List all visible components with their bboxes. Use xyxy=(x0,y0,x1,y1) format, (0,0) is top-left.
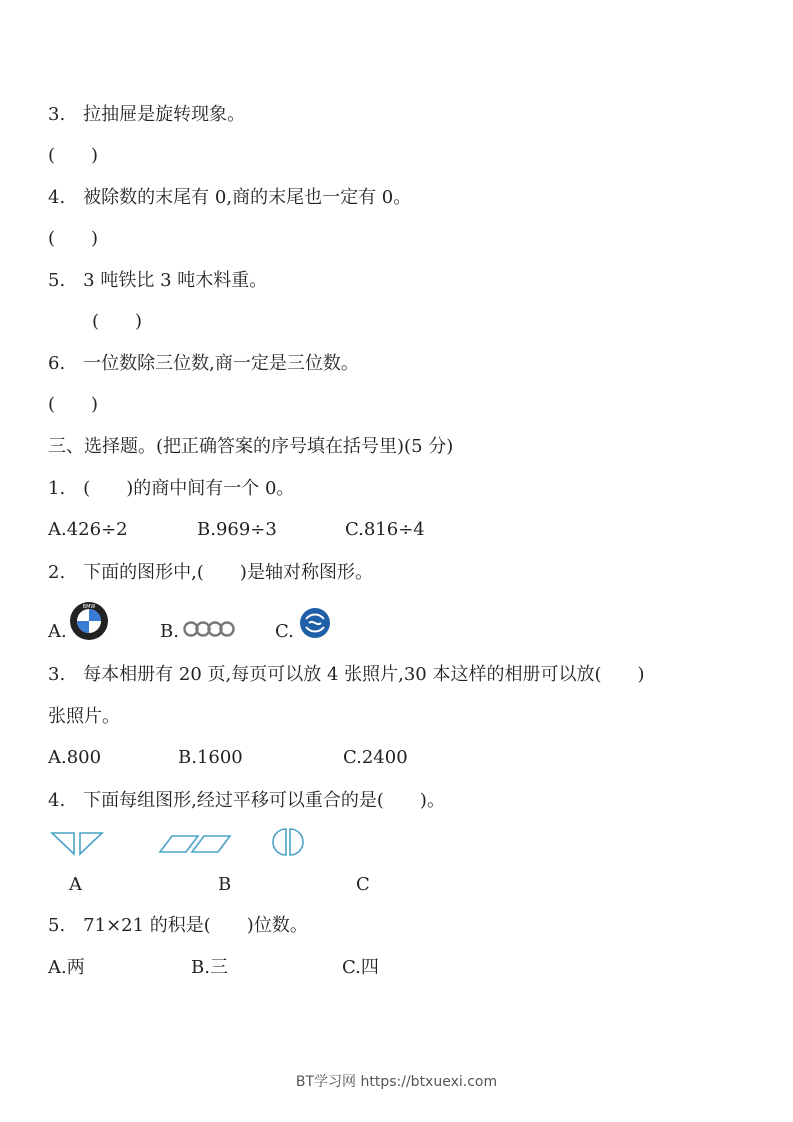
q1-option-a: A.426÷2 xyxy=(48,519,128,540)
judgment-q3: 3. 拉抽屉是旋转现象。 xyxy=(48,104,246,125)
bmw-logo-text: BMW xyxy=(82,604,96,610)
triangles-figure-icon xyxy=(50,830,106,856)
q1-option-c: C.816÷4 xyxy=(345,519,425,540)
choice-q2: 2. 下面的图形中,( )是轴对称图形。 xyxy=(48,562,373,583)
china-mobile-logo-icon xyxy=(299,607,331,639)
answer-paren: ( ) xyxy=(48,394,99,415)
q4-option-c: C xyxy=(356,874,370,895)
judgment-q5: 5. 3 吨铁比 3 吨木料重。 xyxy=(48,270,268,291)
section-title: 三、选择题。(把正确答案的序号填在括号里)(5 分) xyxy=(48,436,454,457)
q2-option-c: C. xyxy=(275,621,294,642)
audi-rings-icon xyxy=(182,620,238,638)
q1-option-b: B.969÷3 xyxy=(197,519,277,540)
choice-q5: 5. 71×21 的积是( )位数。 xyxy=(48,915,308,936)
q3-option-b: B.1600 xyxy=(178,747,243,768)
q5-option-c: C.四 xyxy=(342,957,379,978)
answer-paren: ( ) xyxy=(48,228,99,249)
q2-option-a: A. xyxy=(48,621,67,642)
choice-q3-line1: 3. 每本相册有 20 页,每页可以放 4 张照片,30 本这样的相册可以放( ) xyxy=(48,664,645,685)
choice-q3-line2: 张照片。 xyxy=(48,706,120,727)
bmw-logo-icon xyxy=(69,601,109,641)
q2-option-b: B. xyxy=(160,621,179,642)
choice-q1: 1. ( )的商中间有一个 0。 xyxy=(48,478,295,499)
judgment-q4: 4. 被除数的末尾有 0,商的末尾也一定有 0。 xyxy=(48,187,412,208)
footer-watermark: BT学习网 https://btxuexi.com xyxy=(295,1074,498,1090)
q3-option-c: C.2400 xyxy=(343,747,408,768)
q3-option-a: A.800 xyxy=(48,747,102,768)
q5-option-b: B.三 xyxy=(191,957,228,978)
semicircles-figure-icon xyxy=(270,827,306,857)
answer-paren: ( ) xyxy=(92,311,143,332)
parallelograms-figure-icon xyxy=(158,834,232,854)
answer-paren: ( ) xyxy=(48,145,99,166)
q5-option-a: A.两 xyxy=(48,957,85,978)
judgment-q6: 6. 一位数除三位数,商一定是三位数。 xyxy=(48,353,359,374)
choice-q4: 4. 下面每组图形,经过平移可以重合的是( )。 xyxy=(48,790,445,811)
q4-option-b: B xyxy=(218,874,232,895)
q4-option-a: A xyxy=(69,874,82,895)
